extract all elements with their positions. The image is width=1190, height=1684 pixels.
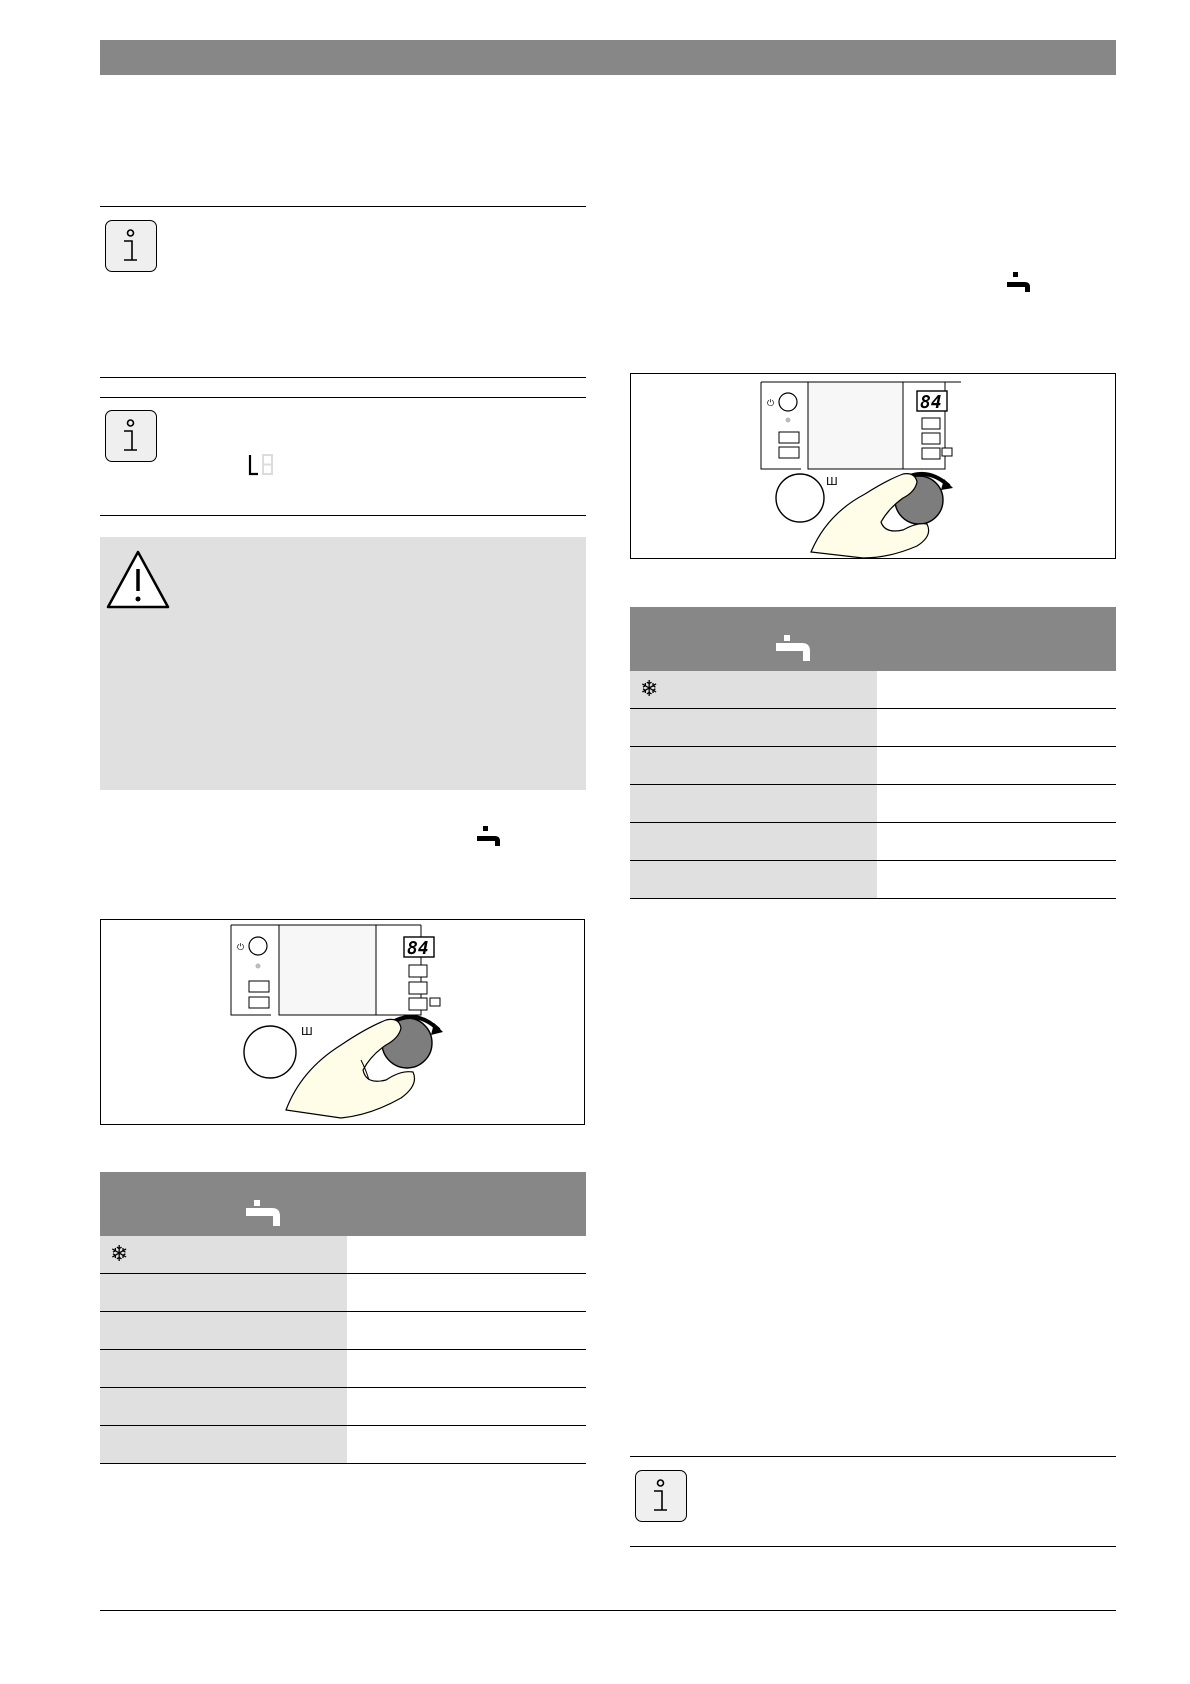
info-icon (105, 410, 157, 462)
hot-water-settings-table (630, 607, 1116, 900)
svg-text:⏻: ⏻ (237, 943, 245, 953)
svg-text:Ш: Ш (301, 1025, 313, 1038)
table-row (100, 1388, 586, 1426)
table-row (100, 1236, 586, 1274)
warning-box (100, 537, 586, 790)
table-row (630, 747, 1116, 785)
notice-2-bottom-rule (100, 515, 586, 516)
table-row (630, 823, 1116, 861)
table-header (630, 607, 1116, 671)
display-readout: 84 (407, 938, 429, 959)
header-bar (100, 40, 1116, 75)
footer-rule (100, 1610, 1116, 1611)
hot-water-tap-icon (246, 1200, 282, 1226)
control-panel-figure (100, 919, 585, 1125)
hot-water-tap-icon (776, 635, 812, 661)
table-row (100, 1274, 586, 1312)
info-icon (635, 1470, 687, 1522)
svg-text:Ш: Ш (826, 475, 838, 488)
notice-1-bottom-rule (100, 377, 586, 378)
display-readout: 84 (920, 392, 942, 413)
hot-water-settings-table (100, 1172, 586, 1465)
table-header (100, 1172, 586, 1236)
hot-water-tap-icon (477, 826, 503, 846)
notice-3-top-rule (630, 1456, 1116, 1457)
table-row (100, 1312, 586, 1350)
notice-2-top-rule (100, 397, 586, 398)
control-panel-figure (630, 373, 1116, 559)
info-icon (105, 220, 157, 272)
notice-3-bottom-rule (630, 1546, 1116, 1547)
table-row (630, 861, 1116, 899)
hot-water-tap-icon (1007, 272, 1033, 292)
table-row (100, 1426, 586, 1464)
notice-1-top-rule (100, 206, 586, 207)
warning-triangle-icon (105, 549, 171, 611)
table-row (630, 709, 1116, 747)
frost-protection-icon: ❄ (110, 1242, 129, 1267)
table-row (630, 785, 1116, 823)
frost-protection-icon: ❄ (640, 677, 659, 702)
table-row (100, 1350, 586, 1388)
table-row (630, 671, 1116, 709)
svg-text:⏻: ⏻ (767, 399, 775, 409)
segment-display-code (247, 452, 277, 478)
